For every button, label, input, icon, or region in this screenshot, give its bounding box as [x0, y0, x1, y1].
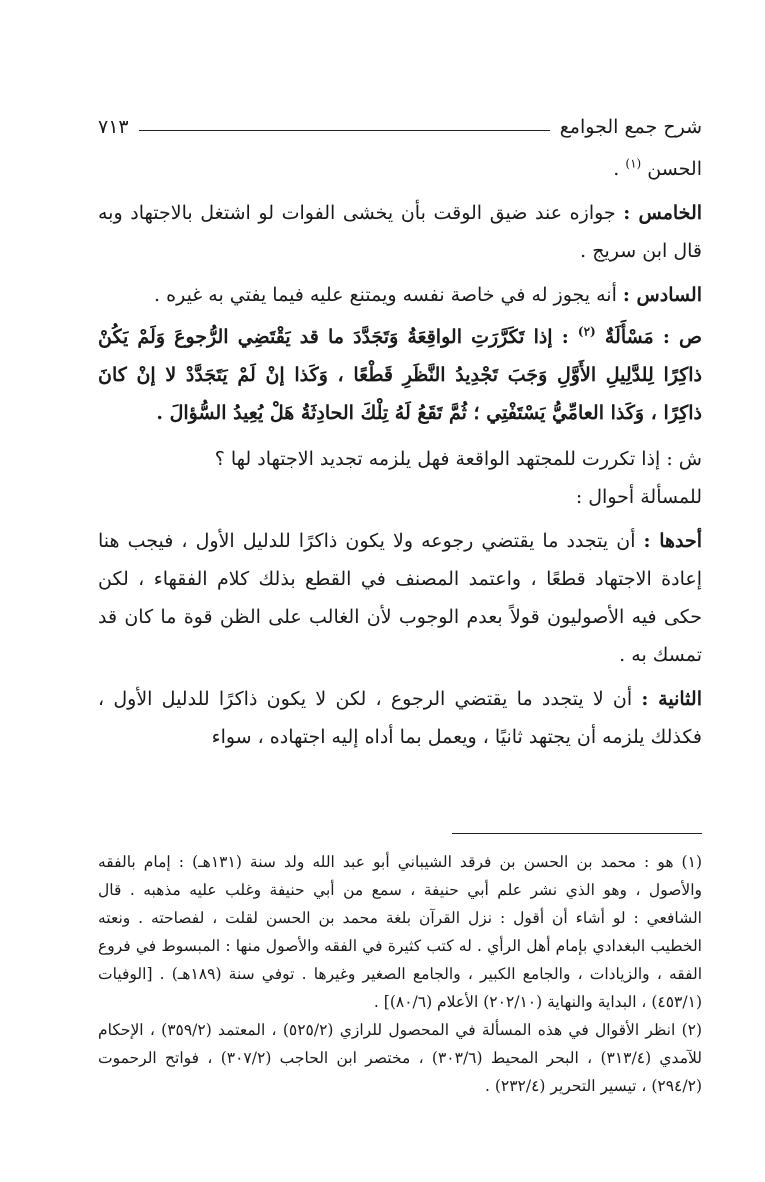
paragraph-cases: للمسألة أحوال :: [575, 486, 702, 508]
paragraph-sharh: ش : إذا تكررت للمجتهد الواقعة فهل يلزمه تجديد الاجتهاد لها ؟: [214, 448, 702, 470]
p1-text: جوازه عند ضيق الوقت بأن يخشى الفوات لو اشتغل بالاجتهاد وبه قال ابن سريج .: [98, 202, 702, 262]
footnote-1: (١) هو : محمد بن الحسن بن فرقد الشيباني أبو عبد الله ولد سنة (١٣١هـ) : إمام بالفقه والأصول ، وهو الذي نشر علم أبي حنيفة ، سمع من أبي حنيفة وغلب عليه مذهبه . قال الشافعي : لو أشاء أن أقول : نزل القرآن بلغة محمد بن الحسن لقلت ، لفصاحته . ونعته الخطيب البغدادي بإمام أهل الرأي . له كتب كثيرة في الفقه والأصول منها : المبسوط في فروع الفقه ، والزيادات ، والجامع الكبير ، والجامع الصغير وغيرها . توفي سنة (١٨٩هـ) . [الوفيات (٤٥٣/١) ، البداية والنهاية (٢٠٢/١٠) الأعلام (٨٠/٦)] .: [98, 853, 702, 1011]
running-header: [98, 112, 702, 142]
page: [98, 112, 702, 756]
page-number: ٧١٣: [98, 116, 129, 138]
matn-text: [98, 318, 702, 432]
header-rule: [139, 130, 550, 131]
p5-lead: أحدها :: [643, 530, 703, 552]
p6-text: أن لا يتجدد ما يقتضي الرجوع ، لكن لا يكون ذاكرًا للدليل الأول ، فكذلك يلزمه أن يجتهد ثانيًا ، ويعمل بما أداه إليه اجتهاده ، سواء: [98, 688, 702, 748]
p0-end: .: [613, 158, 626, 180]
body-text: [98, 150, 702, 756]
p2-lead: السادس :: [622, 284, 702, 306]
footnote-ref-1[interactable]: (١): [625, 156, 642, 171]
p1-lead: الخامس :: [623, 202, 703, 224]
matn-body: : إذا تَكَرَّرَتِ الواقِعَةُ وَتَجَدَّدَ ما قد يَقْتَضِي الرُّجوعَ وَلَمْ يَكُنْ ذاكِرًا لِلدَّلِيلِ الأَوَّلِ وَجَبَ تَجْدِيدُ النَّظَرِ قَطْعًا ، وَكَذا إنْ لَمْ يَتَجَدَّدْ لا إنْ كانَ ذاكِرًا ، وَكَذا العامِّيُّ يَسْتَفْتِي ؛ ثُمَّ تَقَعُ لَهُ تِلْكَ الحادِثَةُ هَلْ يُعِيدُ السُّؤالَ .: [98, 326, 702, 424]
footnote-separator: [452, 833, 702, 834]
p5-text: أن يتجدد ما يقتضي رجوعه ولا يكون ذاكرًا للدليل الأول ، فيجب هنا إعادة الاجتهاد قطعًا ، واعتمد المصنف في القطع بذلك كلام الفقهاء ، لكن حكى فيه الأصوليون قولاً بعدم الوجوب لأن الغالب على الظن قوة ما كان قد تمسك به .: [98, 530, 702, 666]
paragraph-fifth: [98, 194, 702, 270]
p0-text: الحسن: [647, 158, 702, 180]
footnotes: [98, 848, 702, 1100]
paragraph-sixth: [98, 276, 702, 314]
p2-text: أنه يجوز له في خاصة نفسه ويمتنع عليه فيما يفتي به غيره .: [154, 284, 623, 306]
paragraph-first-case: [98, 522, 702, 674]
footnote-2: (٢) انظر الأقوال في هذه المسألة في المحصول للرازي (٥٢٥/٢) ، المعتمد (٣٥٩/٢) ، الإحكام للآمدي (٣١٣/٤) ، البحر المحيط (٣٠٣/٦) ، مختصر ابن الحاجب (٣٠٧/٢) ، فواتح الرحموت (٢٩٤/٢) ، تيسير التحرير (٢٣٢/٤) .: [98, 1021, 703, 1095]
matn-start: ص : مَسْأَلَةٌ: [604, 326, 702, 348]
paragraph-continuation: [98, 150, 702, 188]
p6-lead: الثانية :: [641, 688, 702, 710]
paragraph-second-case: [98, 680, 702, 756]
footnote-ref-2[interactable]: (٢): [577, 324, 596, 339]
header-title: شرح جمع الجوامع: [559, 116, 702, 138]
